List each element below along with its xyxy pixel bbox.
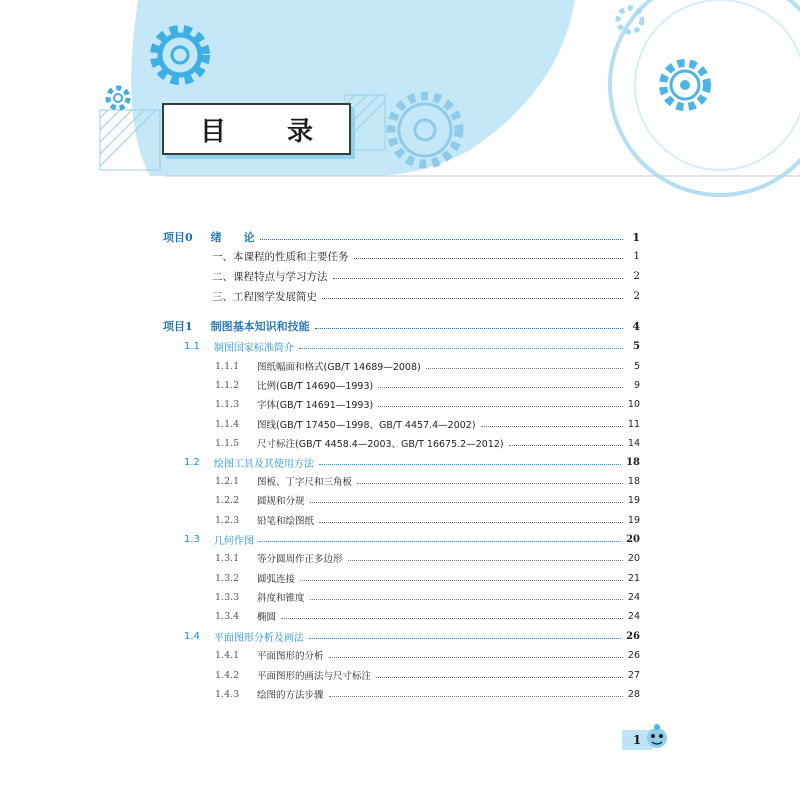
- toc-entry-label: 字体(GB/T 14691—1993): [257, 400, 374, 411]
- toc-entry-page: 2: [633, 270, 640, 282]
- dot-leader: [348, 560, 623, 561]
- toc-entry[interactable]: [215, 608, 640, 624]
- toc-entry-label: 绘图工具及其使用方法: [213, 458, 314, 470]
- toc-entry-page: 1: [633, 250, 640, 262]
- dot-leader: [260, 239, 623, 240]
- toc-entry[interactable]: [215, 396, 640, 412]
- toc-entry-label: 绪 论: [210, 231, 255, 244]
- toc-entry-page: 26: [627, 649, 640, 661]
- toc-entry-page: 2: [633, 290, 640, 302]
- dot-leader: [310, 599, 623, 600]
- toc-entry-page: 5: [633, 340, 640, 352]
- page-title: 目 录: [199, 116, 340, 147]
- toc-entry-label: 图板、丁字尺和三角板: [257, 477, 353, 488]
- toc-entry-page: 27: [627, 669, 640, 681]
- toc-entry-number: 1.3.3: [215, 591, 240, 603]
- toc-entry[interactable]: [215, 589, 640, 605]
- dot-leader: [309, 638, 621, 639]
- dot-leader: [329, 657, 623, 658]
- toc-entry-number: 项目0: [163, 231, 193, 244]
- dot-leader: [259, 541, 621, 542]
- toc-entry-number: 项目1: [163, 320, 193, 333]
- toc-entry[interactable]: [163, 229, 640, 245]
- toc-entry-label: 一、本课程的性质和主要任务: [212, 250, 349, 263]
- toc-entry-page: 19: [627, 494, 640, 506]
- toc-entry-number: 1.4.2: [215, 669, 240, 681]
- toc-entry[interactable]: [215, 512, 640, 528]
- toc-entry-label: 斜度和锥度: [257, 593, 305, 604]
- toc-entry[interactable]: [212, 248, 640, 264]
- page-number: 1: [632, 733, 642, 747]
- dot-leader: [354, 258, 624, 259]
- toc-entry-number: 1.4.3: [215, 688, 240, 700]
- cartoon-mascot-icon: [643, 722, 671, 752]
- toc-entry-label: 尺寸标注(GB/T 4458.4—2003、GB/T 16675.2—2012): [257, 439, 504, 450]
- toc-entry-number: 1.3: [184, 533, 200, 545]
- toc-entry-label: 圆弧连接: [257, 574, 296, 585]
- toc-entry-label: 平面图形的画法与尺寸标注: [257, 671, 372, 682]
- toc-entry[interactable]: [215, 492, 640, 508]
- dot-leader: [509, 445, 623, 446]
- toc-entry[interactable]: [212, 288, 640, 304]
- toc-entry-page: 9: [633, 379, 640, 391]
- toc-entry-page: 19: [627, 514, 640, 526]
- toc-entry-number: 1.3.2: [215, 572, 240, 584]
- toc-entry-number: 1.4: [184, 630, 200, 642]
- toc-entry-number: 1.4.1: [215, 649, 240, 661]
- toc-entry[interactable]: [215, 435, 640, 451]
- toc-entry-number: 1.2.1: [215, 475, 240, 487]
- toc-entry-page: 10: [627, 398, 640, 410]
- toc-entry-number: 1.1: [184, 340, 200, 352]
- dot-leader: [426, 368, 623, 369]
- toc-entry-label: 椭圆: [257, 612, 277, 623]
- dot-leader: [281, 618, 623, 619]
- toc-entry-number: 1.2: [184, 456, 200, 468]
- toc-entry-number: 1.2.3: [215, 514, 240, 526]
- toc-entry-label: 制图国家标准简介: [213, 342, 294, 354]
- toc-entry-number: 1.1.1: [215, 360, 240, 372]
- toc-entry-number: 1.1.5: [215, 437, 240, 449]
- toc-entry-page: 18: [627, 475, 640, 487]
- toc-entry-label: 二、课程特点与学习方法: [212, 270, 328, 283]
- toc-entry-page: 1: [632, 230, 640, 244]
- dot-leader: [300, 580, 623, 581]
- dot-leader: [481, 426, 623, 427]
- dot-leader: [319, 522, 623, 523]
- toc-entry-number: 1.1.2: [215, 379, 240, 391]
- toc-entry-label: 平面图形分析及画法: [213, 632, 304, 644]
- toc-entry[interactable]: [215, 416, 640, 432]
- toc-entry[interactable]: [215, 570, 640, 586]
- dot-leader: [299, 348, 623, 349]
- dot-leader: [357, 483, 623, 484]
- toc-entry-page: 14: [627, 437, 640, 449]
- toc-entry-page: 11: [627, 418, 640, 430]
- toc-entry-label: 三、工程图学发展简史: [212, 290, 317, 303]
- dot-leader: [315, 328, 623, 329]
- toc-entry[interactable]: [215, 550, 640, 566]
- toc-entry[interactable]: [184, 628, 640, 644]
- toc-entry-number: 1.1.3: [215, 398, 240, 410]
- toc-entry[interactable]: [215, 377, 640, 393]
- toc-entry-page: 24: [627, 591, 640, 603]
- toc-entry-page: 18: [626, 456, 640, 468]
- toc-entry-label: 铅笔和绘图纸: [257, 516, 315, 527]
- dot-leader: [329, 696, 623, 697]
- toc-entry-label: 制图基本知识和技能: [210, 320, 310, 333]
- toc-entry-label: 几何作图: [213, 535, 254, 547]
- toc-entry-label: 比例(GB/T 14690—1993): [257, 381, 374, 392]
- toc-entry-page: 24: [627, 610, 640, 622]
- toc-entry[interactable]: [215, 686, 640, 702]
- dot-leader: [378, 406, 623, 407]
- dot-leader: [333, 278, 624, 279]
- dot-leader: [319, 464, 621, 465]
- toc-entry-number: 1.3.1: [215, 552, 240, 564]
- toc-entry-page: 28: [627, 688, 640, 700]
- toc-entry-page: 4: [632, 319, 640, 333]
- toc-entry-page: 26: [626, 630, 640, 642]
- dot-leader: [376, 677, 623, 678]
- dot-leader: [322, 298, 623, 299]
- toc-entry[interactable]: [215, 358, 640, 374]
- toc-entry-label: 圆规和分规: [257, 496, 305, 507]
- dot-leader: [378, 387, 623, 388]
- toc-entry-page: 5: [633, 360, 640, 372]
- toc-entry-label: 绘图的方法步骤: [257, 690, 324, 701]
- toc-entry-number: 1.1.4: [215, 418, 240, 430]
- toc-entry-label: 平面图形的分析: [257, 651, 324, 662]
- toc-entry[interactable]: [184, 454, 640, 470]
- toc-entry-number: 1.3.4: [215, 610, 240, 622]
- toc-entry-label: 图纸幅面和格式(GB/T 14689—2008): [257, 362, 421, 373]
- dot-leader: [310, 502, 623, 503]
- toc-entry[interactable]: [184, 531, 640, 547]
- toc-entry-label: 图线(GB/T 17450—1998、GB/T 4457.4—2002): [257, 420, 476, 431]
- toc-entry[interactable]: [215, 667, 640, 683]
- toc-entry[interactable]: [215, 647, 640, 663]
- toc-entry[interactable]: [215, 473, 640, 489]
- toc-entry-page: 20: [627, 552, 640, 564]
- toc-entry[interactable]: [163, 318, 640, 334]
- toc-entry[interactable]: [184, 338, 640, 354]
- toc-entry-page: 21: [627, 572, 640, 584]
- toc-entry-page: 20: [626, 533, 640, 545]
- toc-entry[interactable]: [212, 268, 640, 284]
- toc-entry-label: 等分圆周作正多边形: [257, 554, 343, 565]
- toc-entry-number: 1.2.2: [215, 494, 240, 506]
